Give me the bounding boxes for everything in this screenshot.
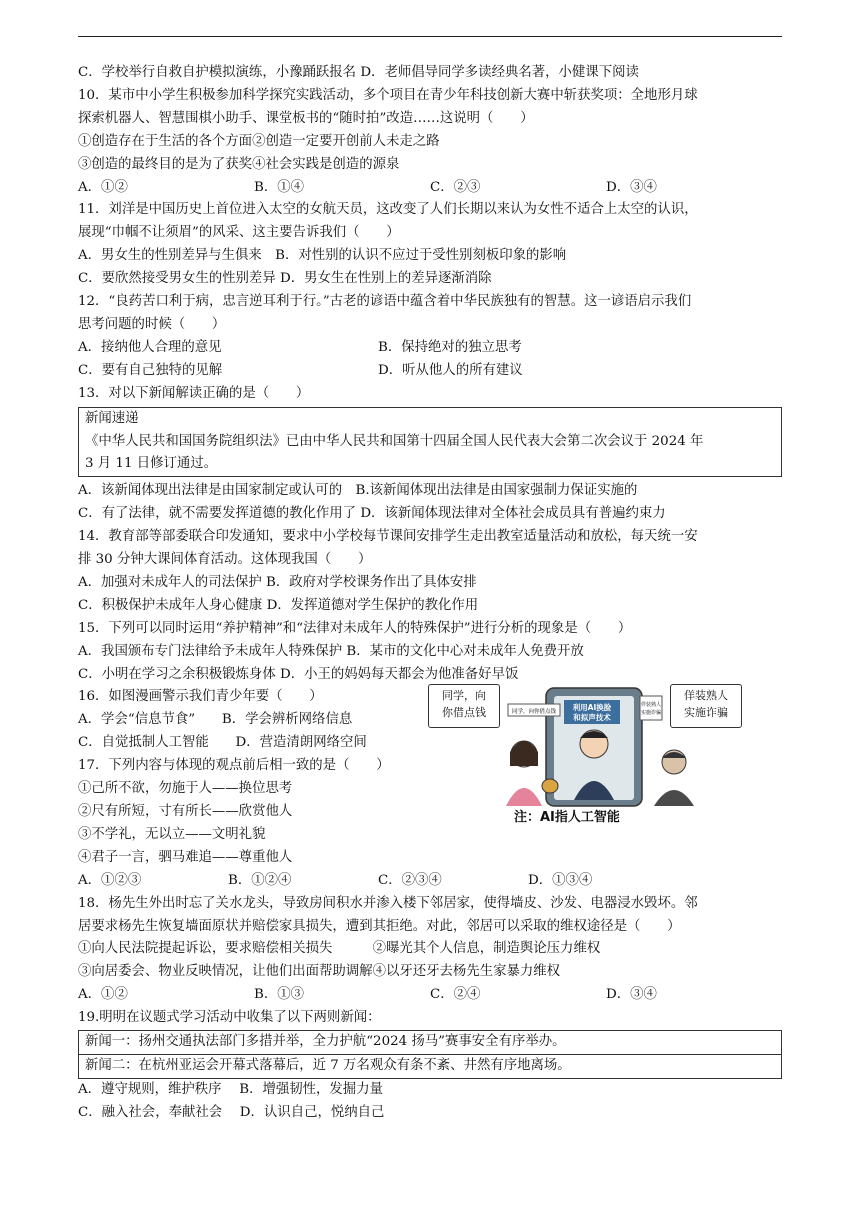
q18-option-b: B．①③ <box>254 987 305 1003</box>
q19-stem: 19.明明在议题式学习活动中收集了以下两则新闻： <box>78 1010 381 1026</box>
chat-snippet-text: 同学，向你借点钱 <box>511 709 557 715</box>
q10-statement-34: ③创造的最终目的是为了获奖④社会实践是创造的源泉 <box>78 156 400 172</box>
fraud-tag-box <box>640 696 662 720</box>
q18-option-c: C．②④ <box>430 987 481 1003</box>
cartoon-caption: 注：AI指人工智能 <box>514 810 620 825</box>
q14-stem-1: 14．教育部等部委联合印发通知，要求中小学校每节课间安排学生走出教室适量活动和放松，每天统一安 <box>78 529 698 545</box>
q11-option-ab: A．男女生的性别差异与生俱来 B．对性别的认识不应过于受性别刻板印象的影响 <box>78 248 567 264</box>
q17-stem: 17．下列内容与体现的观点前后相一致的是（ ） <box>78 758 390 774</box>
q14-option-cd: C．积极保护未成年人身心健康 D．发挥道德对学生保护的教化作用 <box>78 597 479 613</box>
q13-stem: 13．对以下新闻解读正确的是（ ） <box>78 385 310 401</box>
q10-stem-1: 10．某市中小学生积极参加科学探究实践活动，多个项目在青少年科技创新大赛中斩获奖项：全地形月球 <box>78 87 698 103</box>
q14-option-ab: A．加强对未成年人的司法保护 B．政府对学校课务作出了具体安排 <box>78 574 477 590</box>
q17-statement-2: ②尺有所短，寸有所长——欣赏他人 <box>78 804 293 819</box>
q17-statement-3: ③不学礼，无以立——文明礼貌 <box>78 826 266 842</box>
bubble-right-line-1: 佯装熟人 <box>684 689 728 702</box>
q18-options <box>78 984 782 1007</box>
q9-option-cd: C．学校举行自救自护模拟演练，小豫踊跃报名 D．老师倡导同学多读经典名著，小健课下阅读 <box>78 65 639 80</box>
q10-option-a: A．①② <box>78 179 128 195</box>
speech-bubble-right <box>670 684 742 728</box>
q15-option-cd: C．小明在学习之余积极锻炼身体 D．小王的妈妈每天都会为他准备好早饭 <box>78 666 519 682</box>
money-bag-icon <box>542 779 558 793</box>
q16-option-cd: C．自觉抵制人工智能 D．营造清朗网络空间 <box>78 735 367 751</box>
q19-news-2: 新闻二：在杭州亚运会开幕式落幕后，近 7 万名观众有条不紊、井然有序地离场。 <box>78 1055 782 1079</box>
q13-news-title: 新闻速递 <box>85 410 139 426</box>
bubble-left-line-2: 你借点钱 <box>442 706 486 719</box>
q15-stem: 15．下列可以同时运用“养护精神”和“法律对未成年人的特殊保护”进行分析的现象是（ ） <box>78 620 632 636</box>
q18-stem-2: 居要求杨先生恢复墙面原状并赔偿家具损失，遭到其拒绝。对此，邻居可以采取的维权途径是（ ） <box>78 918 681 934</box>
q18-option-d: D．③④ <box>606 987 657 1003</box>
q18-statement-12: ①向人民法院提起诉讼，要求赔偿相关损失 ②曝光其个人信息，制造舆论压力维权 <box>78 941 601 957</box>
q17-option-a: A．①②③ <box>78 872 142 888</box>
q11-option-cd: C．要欣然接受男女生的性别差异 D．男女生在性别上的差异逐渐消除 <box>78 271 492 287</box>
q13-news-line-1: 《中华人民共和国国务院组织法》已由中华人民共和国第十四届全国人民代表大会第二次会议于 2024 年 <box>85 433 704 449</box>
q14-stem-2: 排 30 分钟大课间体育活动。这体现我国（ ） <box>78 552 372 568</box>
q13-option-cd: C．有了法律，就不需要发挥道德的教化作用了 D．该新闻体现法律对全体社会成员具有普遍约束力 <box>78 506 666 522</box>
q12-option-b: B．保持绝对的独立思考 <box>378 339 522 355</box>
phone-title-line-2: 和拟声技术 <box>573 713 611 722</box>
q12-options-row2 <box>78 360 782 383</box>
q17-statement-4: ④君子一言，驷马难追——尊重他人 <box>78 849 293 865</box>
q10-options <box>78 177 782 200</box>
q12-stem-1: 12．“良药苦口利于病，忠言逆耳利于行。”古老的谚语中蕴含着中华民族独有的智慧。这一谚语启示我们 <box>78 294 692 310</box>
q12-stem-2: 思考问题的时候（ ） <box>78 316 226 332</box>
q13-option-ab: A．该新闻体现出法律是由国家制定或认可的 B.该新闻体现出法律是由国家强制力保证实施的 <box>78 483 638 499</box>
q19-option-cd: C．融入社会，奉献社会 D．认识自己，悦纳自己 <box>78 1104 385 1120</box>
q10-stem-2: 探索机器人、智慧围棋小助手、课堂板书的“随时拍”改造……这说明（ ） <box>78 110 534 126</box>
q12-option-a: A．接纳他人合理的意见 <box>78 339 222 355</box>
q16-stem: 16．如图漫画警示我们青少年要（ ） <box>78 689 323 705</box>
q18-statement-34: ③向居委会、物业反映情况，让他们出面帮助调解④以牙还牙去杨先生家暴力维权 <box>78 964 561 980</box>
exam-page <box>78 62 782 1125</box>
speech-bubble-left <box>428 684 500 728</box>
q12-option-c: C．要有自己独特的见解 <box>78 362 223 378</box>
fraud-tag-line-1: 佯装熟人 <box>640 702 662 708</box>
q10-option-c: C．②③ <box>430 179 481 195</box>
q17-option-d: D．①③④ <box>528 872 593 888</box>
q10-option-b: B．①④ <box>254 179 305 195</box>
q17-option-c: C．②③④ <box>378 872 442 888</box>
q17-statement-1: ①己所不欲，勿施于人——换位思考 <box>78 781 293 797</box>
fraud-tag-line-2: 实施诈骗 <box>640 710 662 716</box>
q18-stem-1: 18．杨先生外出时忘了关水龙头，导致房间积水并渗入楼下邻居家，使得墙皮、沙发、电器浸水毁坏。邻 <box>78 895 698 911</box>
q19-news-1: 新闻一：扬州交通执法部门多措并举，全力护航“2024 扬马”赛事安全有序举办。 <box>78 1030 782 1055</box>
q13-news-box <box>78 407 782 478</box>
q13-news-line-2: 3 月 11 日修订通过。 <box>85 456 218 472</box>
q15-option-ab: A．我国颁布专门法律给予未成年人特殊保护 B．某市的文化中心对未成年人免费开放 <box>78 643 584 659</box>
q10-option-d: D．③④ <box>606 179 657 195</box>
q16-option-ab: A．学会“信息节食” B．学会辨析网络信息 <box>78 712 353 728</box>
q12-options-row1 <box>78 337 782 360</box>
q18-option-a: A．①② <box>78 987 128 1003</box>
header-rule <box>78 36 782 37</box>
q12-option-d: D．听从他人的所有建议 <box>378 362 523 378</box>
q11-stem-1: 11．刘洋是中国历史上首位进入太空的女航天员，这改变了人们长期以来认为女性不适合上太空的认识， <box>78 202 698 218</box>
q19-option-ab: A．遵守规则，维护秩序 B．增强韧性，发掘力量 <box>78 1081 383 1097</box>
bubble-left-line-1: 同学，向 <box>442 689 486 702</box>
q11-stem-2: 展现“巾帼不让须眉”的风采、这主要告诉我们（ ） <box>78 225 400 241</box>
phone-title-line-1: 利用AI换脸 <box>572 703 612 712</box>
q10-statement-12: ①创造存在于生活的各个方面②创造一定要开创前人未走之路 <box>78 133 440 149</box>
scammer-figure <box>654 750 694 806</box>
q17-options <box>78 870 782 893</box>
q17-option-b: B．①②④ <box>228 872 292 888</box>
bubble-right-line-2: 实施诈骗 <box>684 706 728 719</box>
